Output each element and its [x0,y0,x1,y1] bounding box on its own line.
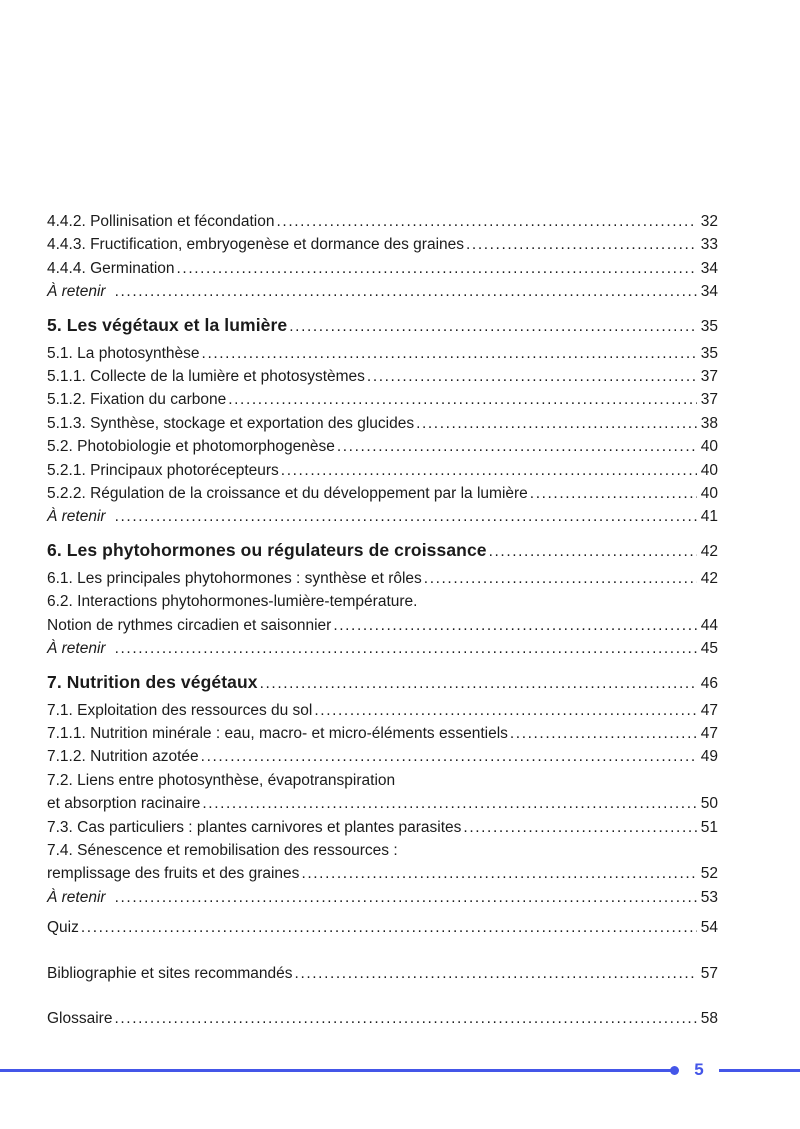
toc-entry [47,667,718,699]
entry-label: Glossaire [47,1009,113,1027]
entry-label: 6.2. Interactions phytohormones-lumière-température. [47,593,418,611]
entry-label: 7.1.2. Nutrition azotée [47,748,199,766]
toc-entry [47,280,718,303]
toc-entry [47,210,718,233]
entry-label: 7.1. Exploitation des ressources du sol [47,701,313,719]
entry-label: 7. Nutrition des végétaux [47,671,258,692]
entry-page-number: 34 [700,283,718,301]
leader-dots [277,210,697,233]
toc-entry [47,459,718,482]
entry-label: 5.1.2. Fixation du carbone [47,391,227,409]
leader-dots [177,257,697,280]
leader-dots [301,862,696,885]
entry-label: 6.1. Les principales phytohormones : synthèse et rôles [47,569,422,587]
leader-dots [489,536,697,567]
entry-label: 5.2.2. Régulation de la croissance et du développement par la lumière [47,485,528,503]
entry-label: 7.3. Cas particuliers : plantes carnivores et plantes parasites [47,818,462,836]
entry-page-number: 40 [700,485,718,503]
entry-label: 4.4.3. Fructification, embryogenèse et dormance des graines [47,236,465,254]
leader-dots [416,412,697,435]
toc-entry [47,310,718,342]
entry-label: 7.1.1. Nutrition minérale : eau, macro- et micro-éléments essentiels [47,724,508,742]
entry-label: 5.2. Photobiologie et photomorphogenèse [47,438,335,456]
toc-entry [47,916,718,939]
toc-entry [47,233,718,256]
entry-label: 5.1. La photosynthèse [47,344,200,362]
leader-dots [314,699,696,722]
entry-label: 4.4.2. Pollinisation et fécondation [47,213,275,230]
leader-dots [115,637,697,660]
entry-page-number: 35 [700,344,718,362]
entry-page-number: 37 [700,368,718,386]
toc-entry [47,388,718,411]
leader-dots [333,614,696,637]
toc-entry [47,257,718,280]
leader-dots [466,233,697,256]
leader-dots [228,388,697,411]
entry-label: 7.4. Sénescence et remobilisation des ressources : [47,841,398,859]
footer-rule-left [0,1069,676,1072]
entry-label: 7.2. Liens entre photosynthèse, évapotranspiration [47,771,396,789]
entry-page-number: 38 [700,414,718,432]
entry-page-number: 49 [700,748,718,766]
toc-entry [47,816,718,839]
footer-dot-icon [670,1066,679,1075]
leader-dots [510,722,697,745]
leader-dots [202,792,696,815]
entry-label: 6. Les phytohormones ou régulateurs de croissance [47,539,487,560]
leader-dots [367,365,697,388]
leader-dots [463,816,696,839]
toc-entry [47,862,718,885]
leader-dots [295,962,697,985]
toc-entry [47,505,718,528]
entry-page-number: 34 [700,259,718,277]
entry-label: remplissage des fruits et des graines [47,865,300,883]
entry-label: 5.2.1. Principaux photorécepteurs [47,461,279,479]
leader-dots [115,886,697,909]
toc-entry [47,699,718,722]
entry-label: À retenir [47,640,106,658]
toc-entry [47,839,718,862]
entry-label: À retenir [47,888,106,906]
entry-label: Quiz [47,919,79,937]
toc-entry [47,792,718,815]
entry-page-number: 42 [700,542,718,560]
entry-page-number: 41 [700,508,718,526]
entry-page-number: 42 [700,569,718,587]
toc-entry [47,435,718,458]
entry-label: et absorption racinaire [47,795,201,813]
entry-label: À retenir [47,283,106,301]
entry-label: Bibliographie et sites recommandés [47,964,293,982]
toc-entry [47,769,718,792]
leader-dots [289,311,697,342]
leader-dots [201,745,697,768]
entry-label: Notion de rythmes circadien et saisonnier [47,616,332,634]
toc-entry [47,482,718,505]
footer-rule-right [719,1069,800,1072]
entry-page-number: 54 [700,919,718,937]
leader-dots [115,505,697,528]
entry-label: 5. Les végétaux et la lumière [47,314,288,335]
toc-entry [47,535,718,567]
toc-entry [47,342,718,365]
entry-page-number: 40 [700,461,718,479]
entry-page-number: 51 [700,818,718,836]
entry-page-number: 33 [700,236,718,254]
toc-entry [47,637,718,660]
entry-label: À retenir [47,508,106,526]
entry-label: 4.4.4. Germination [47,259,175,277]
entry-page-number: 58 [700,1009,718,1027]
entry-page-number: 40 [700,438,718,456]
leader-dots [114,1007,696,1030]
toc-entry [47,962,718,985]
entry-page-number: 57 [700,964,718,982]
entry-page-number: 35 [700,317,718,335]
leader-dots [115,280,697,303]
toc-entry [47,590,718,613]
leader-dots [530,482,697,505]
entry-label: 5.1.3. Synthèse, stockage et exportation des glucides [47,414,415,432]
entry-page-number: 47 [700,701,718,719]
entry-page-number: 53 [700,888,718,906]
leader-dots [202,342,697,365]
leader-dots [281,459,697,482]
entry-page-number: 47 [700,724,718,742]
entry-page-number: 52 [700,865,718,883]
leader-dots [424,567,697,590]
leader-dots [81,916,697,939]
toc-entry [47,886,718,909]
entry-page-number: 46 [700,674,718,692]
entry-page-number: 45 [700,640,718,658]
footer-page-number: 5 [694,1060,704,1079]
toc-entry [47,722,718,745]
toc-entry [47,614,718,637]
leader-dots [337,435,697,458]
entry-label: 5.1.1. Collecte de la lumière et photosystèmes [47,368,365,386]
toc-entry [47,1007,718,1030]
toc-entry [47,745,718,768]
entry-page-number: 50 [700,795,718,813]
entry-page-number: 37 [700,391,718,409]
toc-entry [47,567,718,590]
leader-dots [260,668,697,699]
toc [47,210,718,1030]
toc-entry [47,412,718,435]
entry-page-number: 44 [700,616,718,634]
toc-entry [47,365,718,388]
entry-page-number: 32 [700,213,718,230]
